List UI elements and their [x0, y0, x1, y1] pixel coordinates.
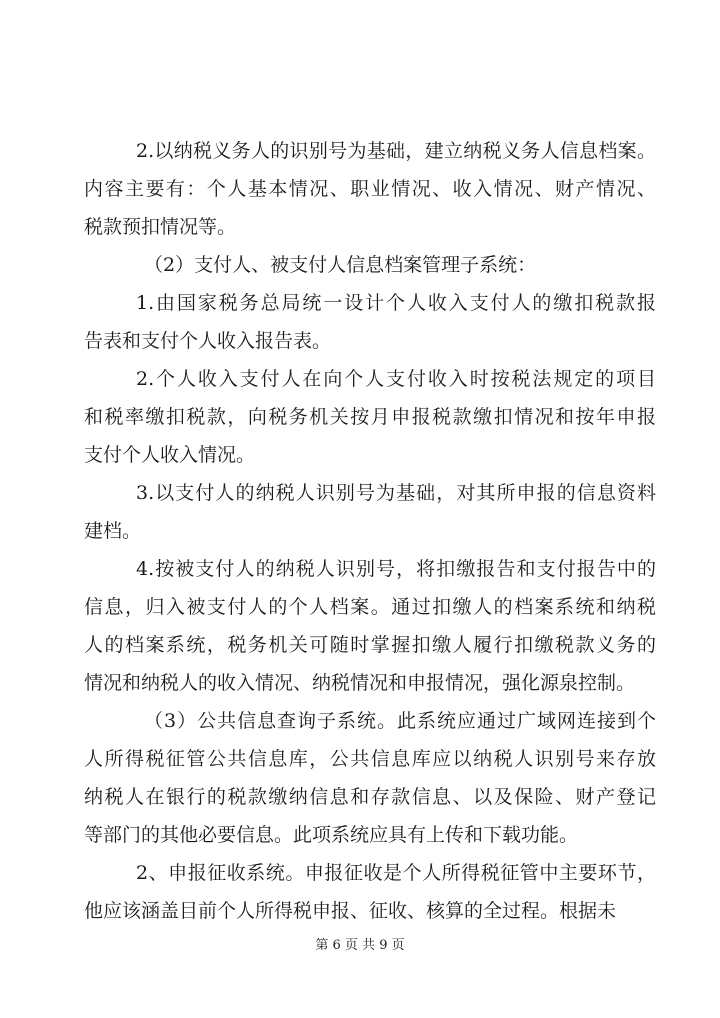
text-line: 4.按被支付人的纳税人识别号，将扣缴报告和支付报告中的 [136, 558, 656, 580]
text-line: 内容主要有：个人基本情况、职业情况、收入情况、财产情况、 [84, 178, 656, 200]
page-footer: 第 6 页 共 9 页 [315, 938, 405, 953]
paragraph [84, 854, 656, 930]
text-line: 信息，归入被支付人的个人档案。通过扣缴人的档案系统和纳税 [84, 596, 656, 618]
text-line: 纳税人在银行的税款缴纳信息和存款信息、以及保险、财产登记 [84, 786, 656, 808]
document-body [84, 132, 656, 930]
text-line: 和税率缴扣税款，向税务机关按月申报税款缴扣情况和按年申报 [84, 406, 656, 428]
text-line: 告表和支付个人收入报告表。 [84, 330, 332, 352]
text-line: 人的档案系统，税务机关可随时掌握扣缴人履行扣缴税款义务的 [84, 634, 656, 656]
paragraph [84, 550, 656, 702]
text-line: 2.个人收入支付人在向个人支付收入时按税法规定的项目 [136, 368, 656, 390]
text-line: 2.以纳税义务人的识别号为基础，建立纳税义务人信息档案。 [136, 140, 656, 162]
text-line: 税款预扣情况等。 [84, 216, 237, 238]
text-line: 2、申报征收系统。申报征收是个人所得税征管中主要环节， [136, 862, 656, 884]
paragraph [84, 702, 656, 854]
paragraph [84, 474, 656, 550]
paragraph [84, 246, 656, 284]
text-line: 支付个人收入情况。 [84, 444, 256, 466]
text-line: 人所得税征管公共信息库，公共信息库应以纳税人识别号来存放 [84, 748, 656, 770]
text-line: 他应该涵盖目前个人所得税申报、征收、核算的全过程。根据未 [84, 900, 617, 922]
paragraph [84, 284, 656, 360]
text-line: 3.以支付人的纳税人识别号为基础，对其所申报的信息资料 [136, 482, 656, 504]
text-line: 建档。 [84, 520, 142, 542]
text-line: （2）支付人、被支付人信息档案管理子系统： [144, 254, 537, 276]
paragraph [84, 132, 656, 246]
text-line: （3）公共信息查询子系统。此系统应通过广域网连接到个 [144, 710, 656, 732]
text-line: 1.由国家税务总局统一设计个人收入支付人的缴扣税款报 [136, 292, 656, 314]
text-line: 等部门的其他必要信息。此项系统应具有上传和下载功能。 [84, 824, 579, 846]
text-line: 情况和纳税人的收入情况、纳税情况和申报情况，强化源泉控制。 [84, 672, 636, 694]
paragraph [84, 360, 656, 474]
